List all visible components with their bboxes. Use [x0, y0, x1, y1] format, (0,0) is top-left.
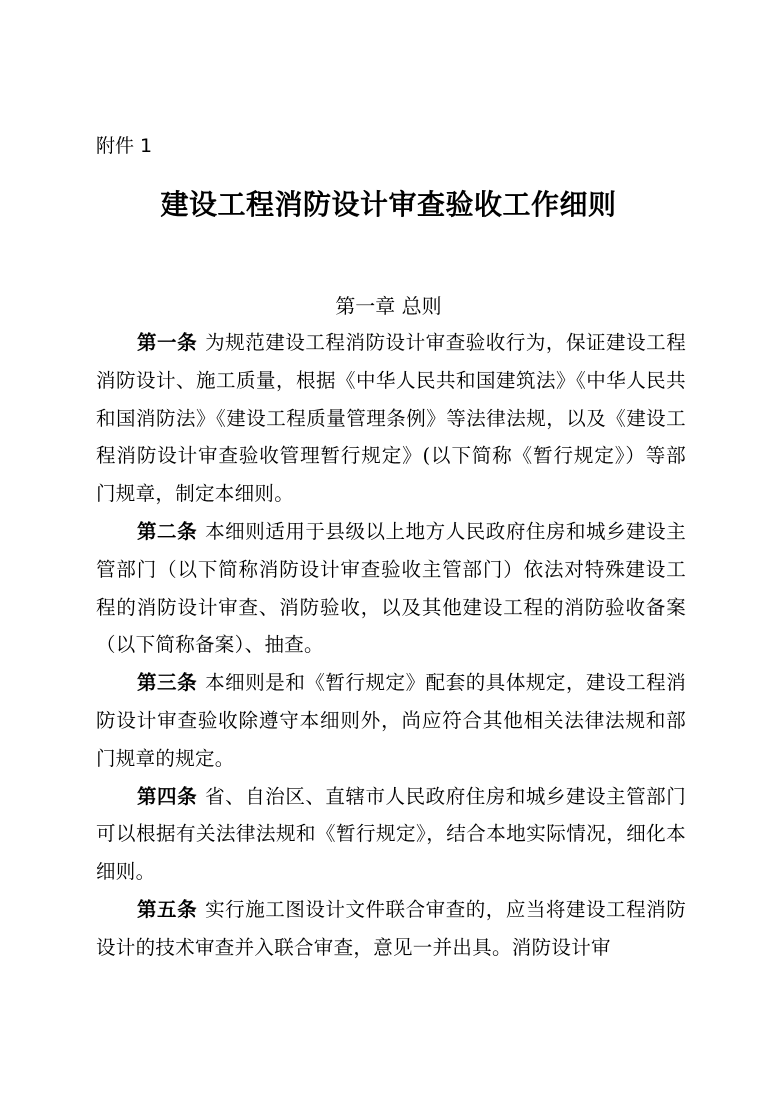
article-label: 第一条	[137, 331, 198, 354]
article-label: 第二条	[137, 519, 198, 543]
article-paragraph	[96, 324, 686, 513]
document-body	[96, 324, 686, 967]
article-label: 第五条	[137, 897, 198, 921]
article-paragraph	[96, 513, 686, 664]
article-text: 为规范建设工程消防设计审查验收行为，保证建设工程消防设计、施工质量，根据《中华人民共和国建筑法》《中华人民共和国消防法》《建设工程质量管理条例》等法律法规，以及《建设工程消防设计审查验收管理暂行规定》(以下简称《暂行规定》）等部门规章，制定本细则。	[96, 331, 686, 506]
article-label: 第四条	[137, 784, 198, 808]
article-text: 实行施工图设计文件联合审查的，应当将建设工程消防设计的技术审查并入联合审查，意见一并出具。消防设计审	[96, 897, 686, 959]
article-text: 省、自治区、直辖市人民政府住房和城乡建设主管部门可以根据有关法律法规和《暂行规定》，结合本地实际情况，细化本细则。	[96, 784, 686, 884]
chapter-heading: 第一章 总则	[335, 294, 442, 318]
article-text: 本细则是和《暂行规定》配套的具体规定，建设工程消防设计审查验收除遵守本细则外，尚应符合其他相关法律法规和部门规章的规定。	[96, 671, 686, 770]
article-paragraph	[96, 778, 686, 891]
attachment-label: 附件 1	[96, 135, 153, 157]
document-title: 建设工程消防设计审查验收工作细则	[160, 188, 617, 221]
article-label: 第三条	[137, 671, 198, 695]
article-paragraph	[96, 664, 686, 777]
article-text: 本细则适用于县级以上地方人民政府住房和城乡建设主管部门（以下简称消防设计审查验收主管部门）依法对特殊建设工程的消防设计审查、消防验收，以及其他建设工程的消防验收备案（以下简称备案）、抽查。	[96, 519, 686, 657]
article-paragraph	[96, 891, 686, 967]
